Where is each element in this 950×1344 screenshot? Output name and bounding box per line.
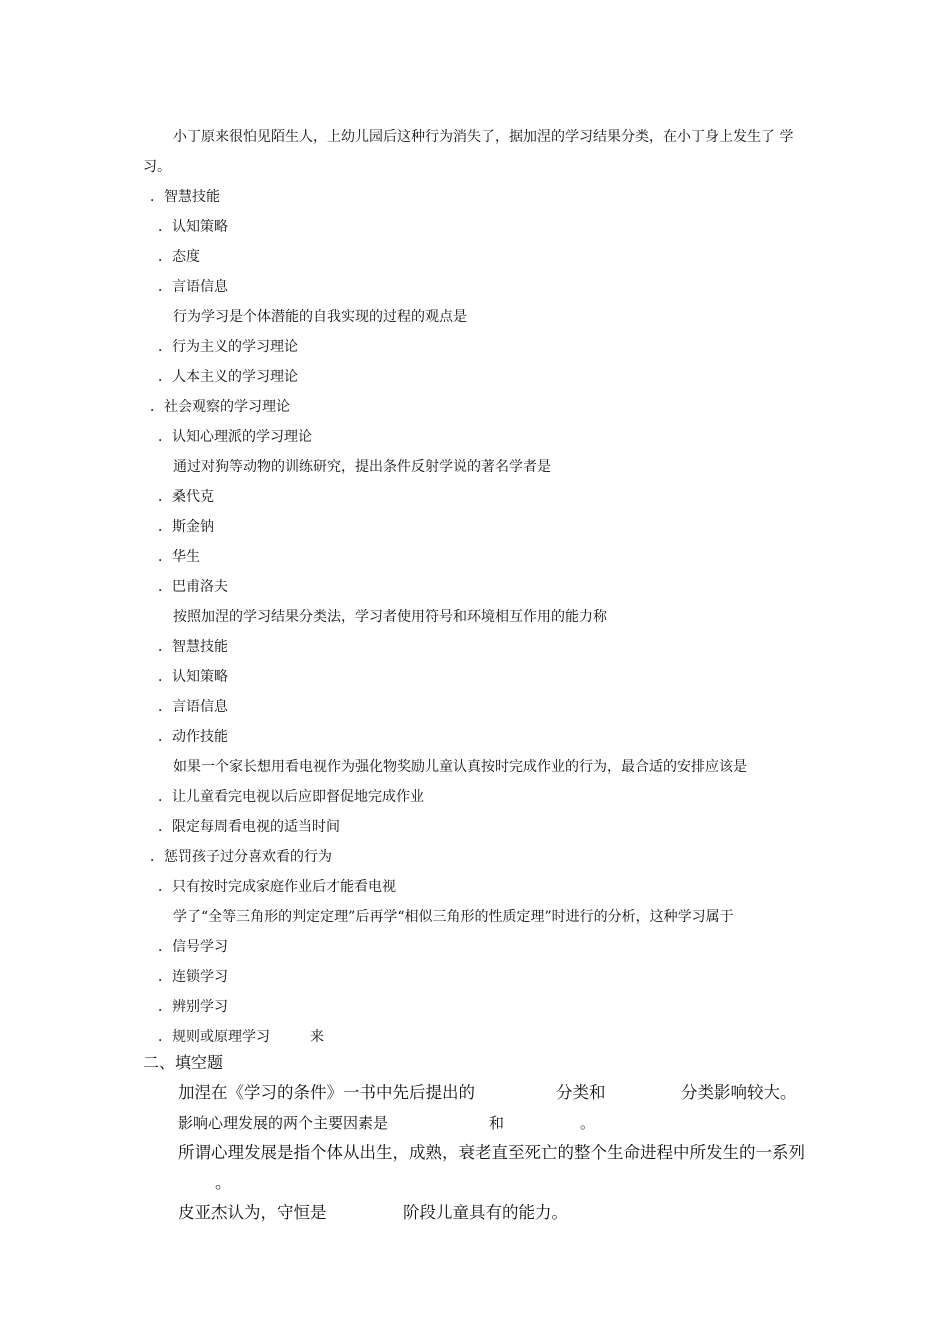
section-heading: 二、填空题 <box>143 1053 224 1072</box>
stray-character: 来 <box>310 1029 324 1045</box>
question-stem: 通过对狗等动物的训练研究，提出条件反射学说的著名学者是 <box>173 459 551 475</box>
question-stem: 学了“全等三角形的判定定理”后再学“相似三角形的性质定理”时进行的分析，这种学习属于 <box>173 909 734 925</box>
fill-blank-text: 分类影响较大。 <box>681 1083 797 1102</box>
option: ．人本主义的学习理论 <box>158 369 298 385</box>
option: ．让儿童看完电视以后应即督促地完成作业 <box>158 789 424 805</box>
fill-blank-text: 分类和 <box>556 1083 606 1102</box>
option: ．连锁学习 <box>158 969 228 985</box>
option: ．巴甫洛夫 <box>158 579 228 595</box>
option: ．社会观察的学习理论 <box>150 399 290 415</box>
option: ．态度 <box>158 249 200 265</box>
fill-blank-text: 影响心理发展的两个主要因素是 <box>178 1114 389 1132</box>
option: ．言语信息 <box>158 699 228 715</box>
option: ．限定每周看电视的适当时间 <box>158 819 340 835</box>
question-stem-continuation: 习。 <box>143 159 171 175</box>
option: ．智慧技能 <box>150 189 220 205</box>
option: ．只有按时完成家庭作业后才能看电视 <box>158 879 396 895</box>
question-stem: 小丁原来很怕见陌生人，上幼儿园后这种行为消失了，据加涅的学习结果分类，在小丁身上发生了 学 <box>173 129 794 145</box>
fill-blank-text: 加涅在《学习的条件》一书中先后提出的 <box>178 1083 475 1102</box>
option: ．桑代克 <box>158 489 214 505</box>
fill-blank-text: 。 <box>580 1114 596 1132</box>
question-stem: 按照加涅的学习结果分类法，学习者使用符号和环境相互作用的能力称 <box>173 609 607 625</box>
option: ．惩罚孩子过分喜欢看的行为 <box>150 849 332 865</box>
fill-blank-text: 阶段儿童具有的能力。 <box>403 1203 568 1222</box>
option: ．行为主义的学习理论 <box>158 339 298 355</box>
question-stem: 行为学习是个体潜能的自我实现的过程的观点是 <box>173 309 467 325</box>
option: ．华生 <box>158 549 200 565</box>
fill-blank-text: 所谓心理发展是指个体从出生，成熟，衰老直至死亡的整个生命进程中所发生的一系列 <box>178 1143 805 1162</box>
fill-blank-text: 。 <box>215 1173 232 1192</box>
fill-blank-text: 和 <box>489 1114 505 1132</box>
option: ．认知策略 <box>158 669 228 685</box>
option: ．认知心理派的学习理论 <box>158 429 312 445</box>
option: ．规则或原理学习 <box>158 1029 270 1045</box>
option: ．认知策略 <box>158 219 228 235</box>
option: ．智慧技能 <box>158 639 228 655</box>
option: ．动作技能 <box>158 729 228 745</box>
option: ．信号学习 <box>158 939 228 955</box>
question-stem: 如果一个家长想用看电视作为强化物奖励儿童认真按时完成作业的行为，最合适的安排应该是 <box>173 759 747 775</box>
option: ．斯金钠 <box>158 519 214 535</box>
option: ．言语信息 <box>158 279 228 295</box>
option: ．辨别学习 <box>158 999 228 1015</box>
fill-blank-text: 皮亚杰认为，守恒是 <box>178 1203 327 1222</box>
